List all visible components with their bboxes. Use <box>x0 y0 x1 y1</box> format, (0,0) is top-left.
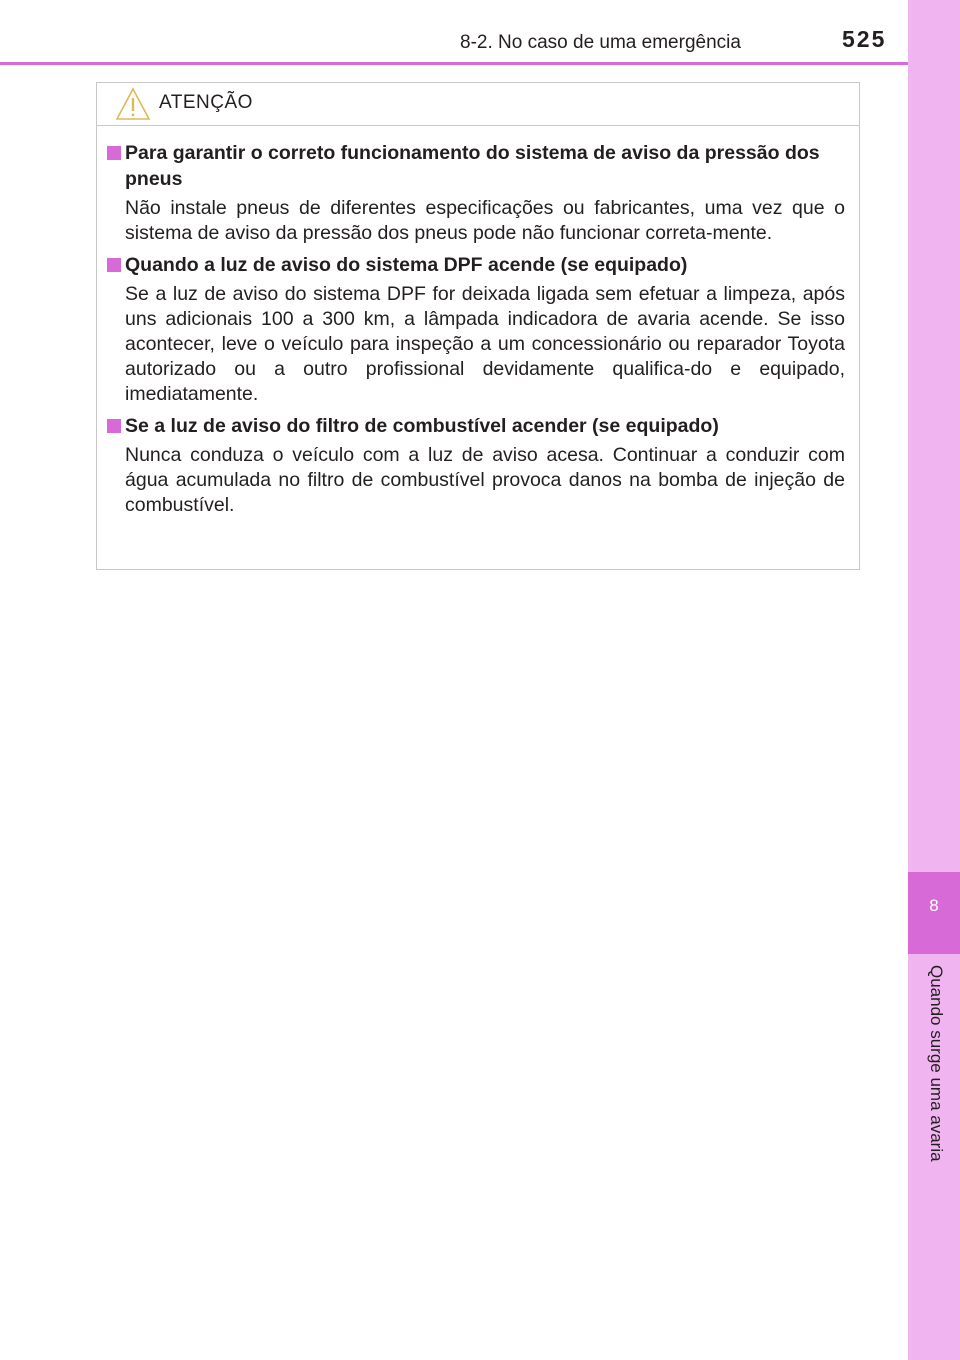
chapter-title: Quando surge uma avaria <box>927 965 946 1162</box>
warning-item-fuel-filter <box>107 413 845 518</box>
warning-body <box>97 126 859 518</box>
chapter-number: 8 <box>929 896 939 915</box>
item-heading-text: Para garantir o correto funcionamento do sistema de aviso da pressão dos pneus <box>125 142 820 190</box>
item-text: Não instale pneus de diferentes especificações ou fabricantes, uma vez que o sistema de aviso da pressão dos pneus pode não funcionar correta-mente. <box>125 197 845 244</box>
warning-title: ATENÇÃO <box>159 92 253 113</box>
item-text: Nunca conduza o veículo com a luz de aviso acesa. Continuar a conduzir com água acumulada no filtro de combustível provoca danos na bomba de injeção de combustível. <box>125 444 845 516</box>
item-heading <box>107 252 845 278</box>
item-heading <box>107 140 845 192</box>
item-heading <box>107 413 845 439</box>
section-title: 8-2. No caso de uma emergência <box>460 32 741 53</box>
item-text: Se a luz de aviso do sistema DPF for deixada ligada sem efetuar a limpeza, após uns adicionais 100 a 300 km, a lâmpada indicadora de avaria acende. Se isso acontecer, leve o veículo para inspeção a um concessionário ou reparador Toyota autorizado ou a outro profissional devidamente qualifica-do e equipado, imediatamente. <box>125 283 845 405</box>
warning-header <box>97 83 859 126</box>
item-heading-text: Quando a luz de aviso do sistema DPF acende (se equipado) <box>125 254 688 276</box>
warning-triangle-icon <box>115 87 151 121</box>
square-bullet-icon <box>107 419 121 433</box>
page-number: 525 <box>842 26 887 52</box>
warning-item-tire-pressure <box>107 140 845 246</box>
header-rule <box>0 62 908 65</box>
square-bullet-icon <box>107 258 121 272</box>
square-bullet-icon <box>107 146 121 160</box>
item-heading-text: Se a luz de aviso do filtro de combustível acender (se equipado) <box>125 415 719 437</box>
chapter-side-tab <box>908 0 960 1360</box>
warning-box <box>96 82 860 570</box>
warning-item-dpf <box>107 252 845 407</box>
